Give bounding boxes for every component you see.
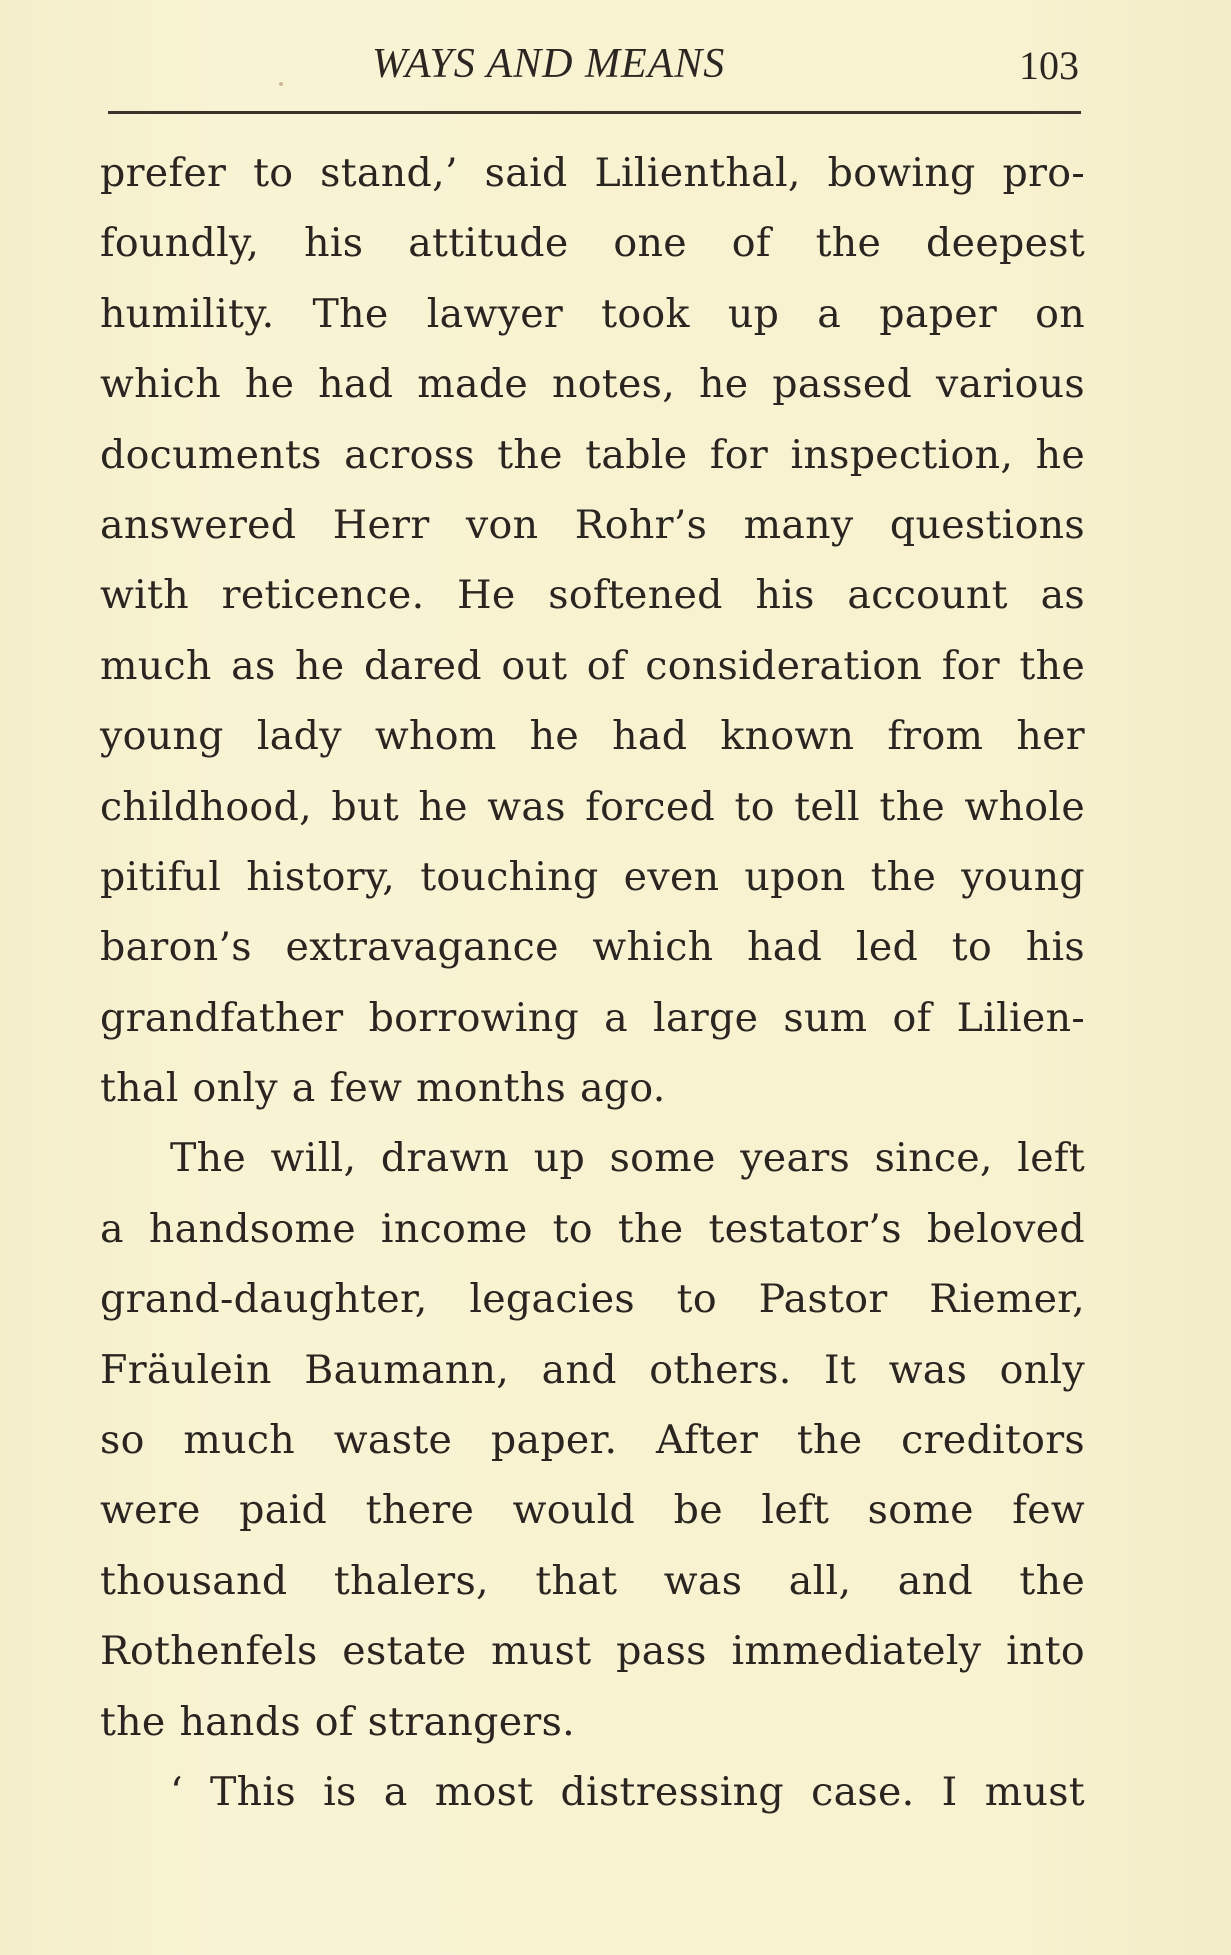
text-line: with reticence. He softened his account as [100,572,1085,619]
text-line: prefer to stand,’ said Lilienthal, bowing pro- [100,150,1085,196]
paragraph-start-line: ‘ This is a most distressing case. I must [170,1768,1085,1815]
text-line: the hands of strangers. [100,1698,576,1745]
text-line: childhood, but he was forced to tell the whole [100,783,1085,830]
text-line: baron’s extravagance which had led to his [100,924,1085,971]
text-line: a handsome income to the testator’s beloved [100,1205,1085,1252]
running-header [108,30,1081,92]
text-line: humility. The lawyer took up a paper on [100,290,1085,337]
text-line: Fräulein Baumann, and others. It was only [100,1346,1085,1393]
text-line: pitiful history, touching even upon the young [100,853,1085,900]
body-text [100,138,1085,1827]
text-line: so much waste paper. After the creditors [100,1417,1085,1464]
text-line: which he had made notes, he passed various [100,361,1085,408]
text-line: were paid there would be left some few [100,1487,1085,1534]
text-line: thal only a few months ago. [100,1065,666,1112]
page-number: 103 [1019,43,1079,88]
text-line: foundly, his attitude one of the deepest [100,220,1085,267]
text-line: young lady whom he had known from her [100,713,1085,760]
text-line: much as he dared out of consideration for the [100,642,1085,689]
text-line: grand-daughter, legacies to Pastor Riemer, [100,1276,1085,1323]
header-rule [108,111,1081,114]
text-line: thousand thalers, that was all, and the [100,1557,1085,1604]
paragraph-start-line: The will, drawn up some years since, left [170,1135,1085,1182]
running-title: WAYS AND MEANS [372,41,726,87]
text-line: answered Herr von Rohr’s many questions [100,501,1085,548]
text-line: documents across the table for inspection, he [100,431,1085,478]
text-line: grandfather borrowing a large sum of Lilien- [100,994,1085,1041]
text-line: Rothenfels estate must pass immediately into [100,1628,1085,1675]
